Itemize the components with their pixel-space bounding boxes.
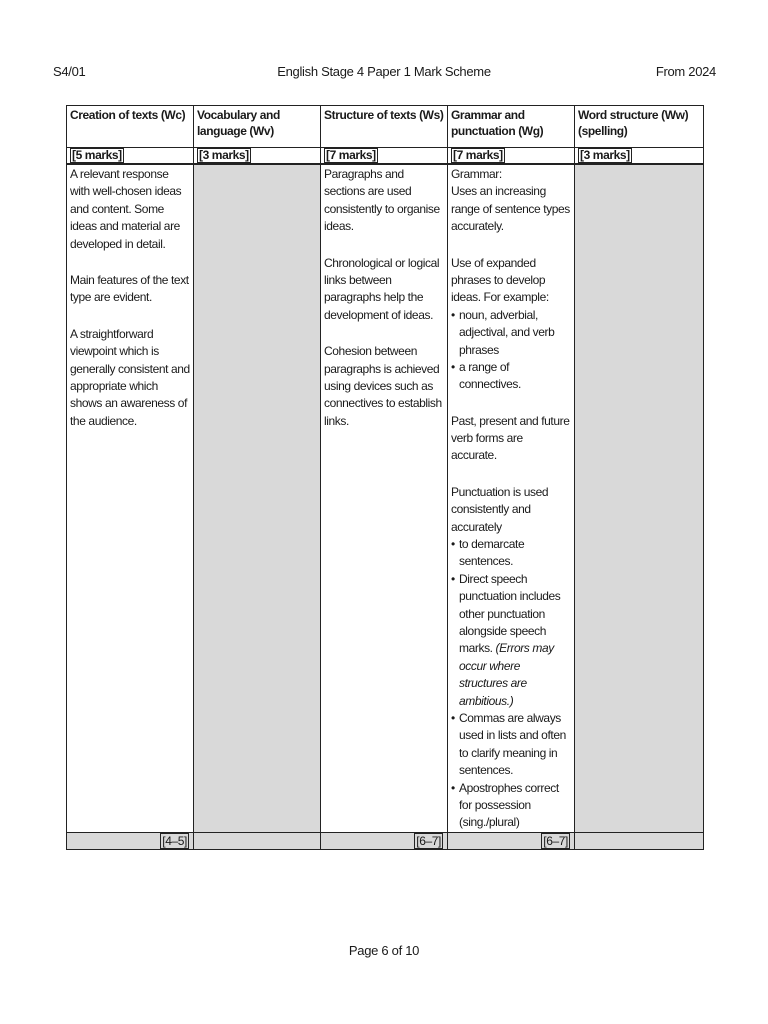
phrases-bullet-list — [451, 307, 571, 394]
creation-criteria-cell — [67, 164, 194, 832]
creation-criterion: A straightforward viewpoint which is generally consistent and appropriate which shows an awareness of the audience. — [70, 326, 190, 428]
score-band-row — [67, 832, 704, 849]
score-band-vocabulary-empty — [194, 832, 321, 849]
grammar-criteria-cell — [448, 164, 575, 832]
grammar-criterion: Uses an increasing range of sentence types accurately. — [451, 184, 570, 234]
column-heading-row — [67, 106, 704, 148]
heading-vocabulary: Vocabulary and language (Wv) — [194, 106, 321, 148]
marks-creation: [5 marks] — [72, 148, 122, 162]
marks-grammar: [7 marks] — [453, 148, 503, 162]
score-band-creation: [4–5] — [162, 833, 187, 848]
marks-word-structure: [3 marks] — [580, 148, 630, 162]
document-date: From 2024 — [655, 64, 716, 79]
document-title: English Stage 4 Paper 1 Mark Scheme — [277, 64, 491, 79]
score-band-word-structure-empty — [575, 832, 704, 849]
bullet-item: • to demarcate sentences. — [451, 536, 571, 571]
word-structure-criteria-cell-shaded — [575, 164, 704, 832]
punctuation-criterion: Punctuation is used consistently and accurately — [451, 484, 549, 534]
heading-word-structure: Word structure (Ww) (spelling) — [575, 106, 704, 148]
structure-criterion: Cohesion between paragraphs is achieved using devices such as connectives to establish links. — [324, 344, 442, 428]
grammar-criterion: Past, present and future verb forms are accurate. — [451, 413, 570, 463]
structure-criteria-cell — [321, 164, 448, 832]
bullet-item — [451, 571, 571, 710]
marks-structure: [7 marks] — [326, 148, 376, 162]
heading-structure: Structure of texts (Ws) — [321, 106, 448, 148]
bullet-item: • Apostrophes correct for possession (sing./plural) — [451, 780, 571, 832]
page-number: Page 6 of 10 — [348, 943, 420, 958]
heading-creation: Creation of texts (Wc) — [67, 106, 194, 148]
document-code: S4/01 — [53, 64, 86, 79]
score-band-grammar: [6–7] — [543, 833, 568, 848]
bullet-text: Direct speech punctuation includes other punctuation alongside speech marks. — [459, 571, 561, 656]
criteria-row — [67, 164, 704, 832]
bullet-item: • a range of connectives. — [451, 359, 571, 394]
bullet-note: (Errors may occur where structures are ambitious.) — [459, 641, 554, 708]
grammar-label: Grammar: — [451, 167, 502, 181]
structure-criterion: Paragraphs and sections are used consistently to organise ideas. — [324, 167, 440, 234]
grammar-criterion: Use of expanded phrases to develop ideas. For example: — [451, 255, 549, 305]
creation-criterion: Main features of the text type are evident. — [70, 272, 189, 305]
marks-row — [67, 148, 704, 165]
mark-scheme-table — [66, 105, 704, 850]
vocabulary-criteria-cell-shaded — [194, 164, 321, 832]
structure-criterion: Chronological or logical links between paragraphs help the development of ideas. — [324, 255, 440, 322]
bullet-item: • noun, adverbial, adjectival, and verb phrases — [451, 307, 571, 359]
bullet-item: • Commas are always used in lists and often to clarify meaning in sentences. — [451, 710, 571, 780]
punctuation-bullet-list — [451, 536, 571, 832]
heading-grammar: Grammar and punctuation (Wg) — [448, 106, 575, 148]
marks-vocabulary: [3 marks] — [199, 148, 249, 162]
score-band-structure: [6–7] — [416, 833, 441, 848]
creation-criterion: A relevant response with well-chosen ideas and content. Some ideas and material are developed in detail. — [70, 167, 182, 251]
